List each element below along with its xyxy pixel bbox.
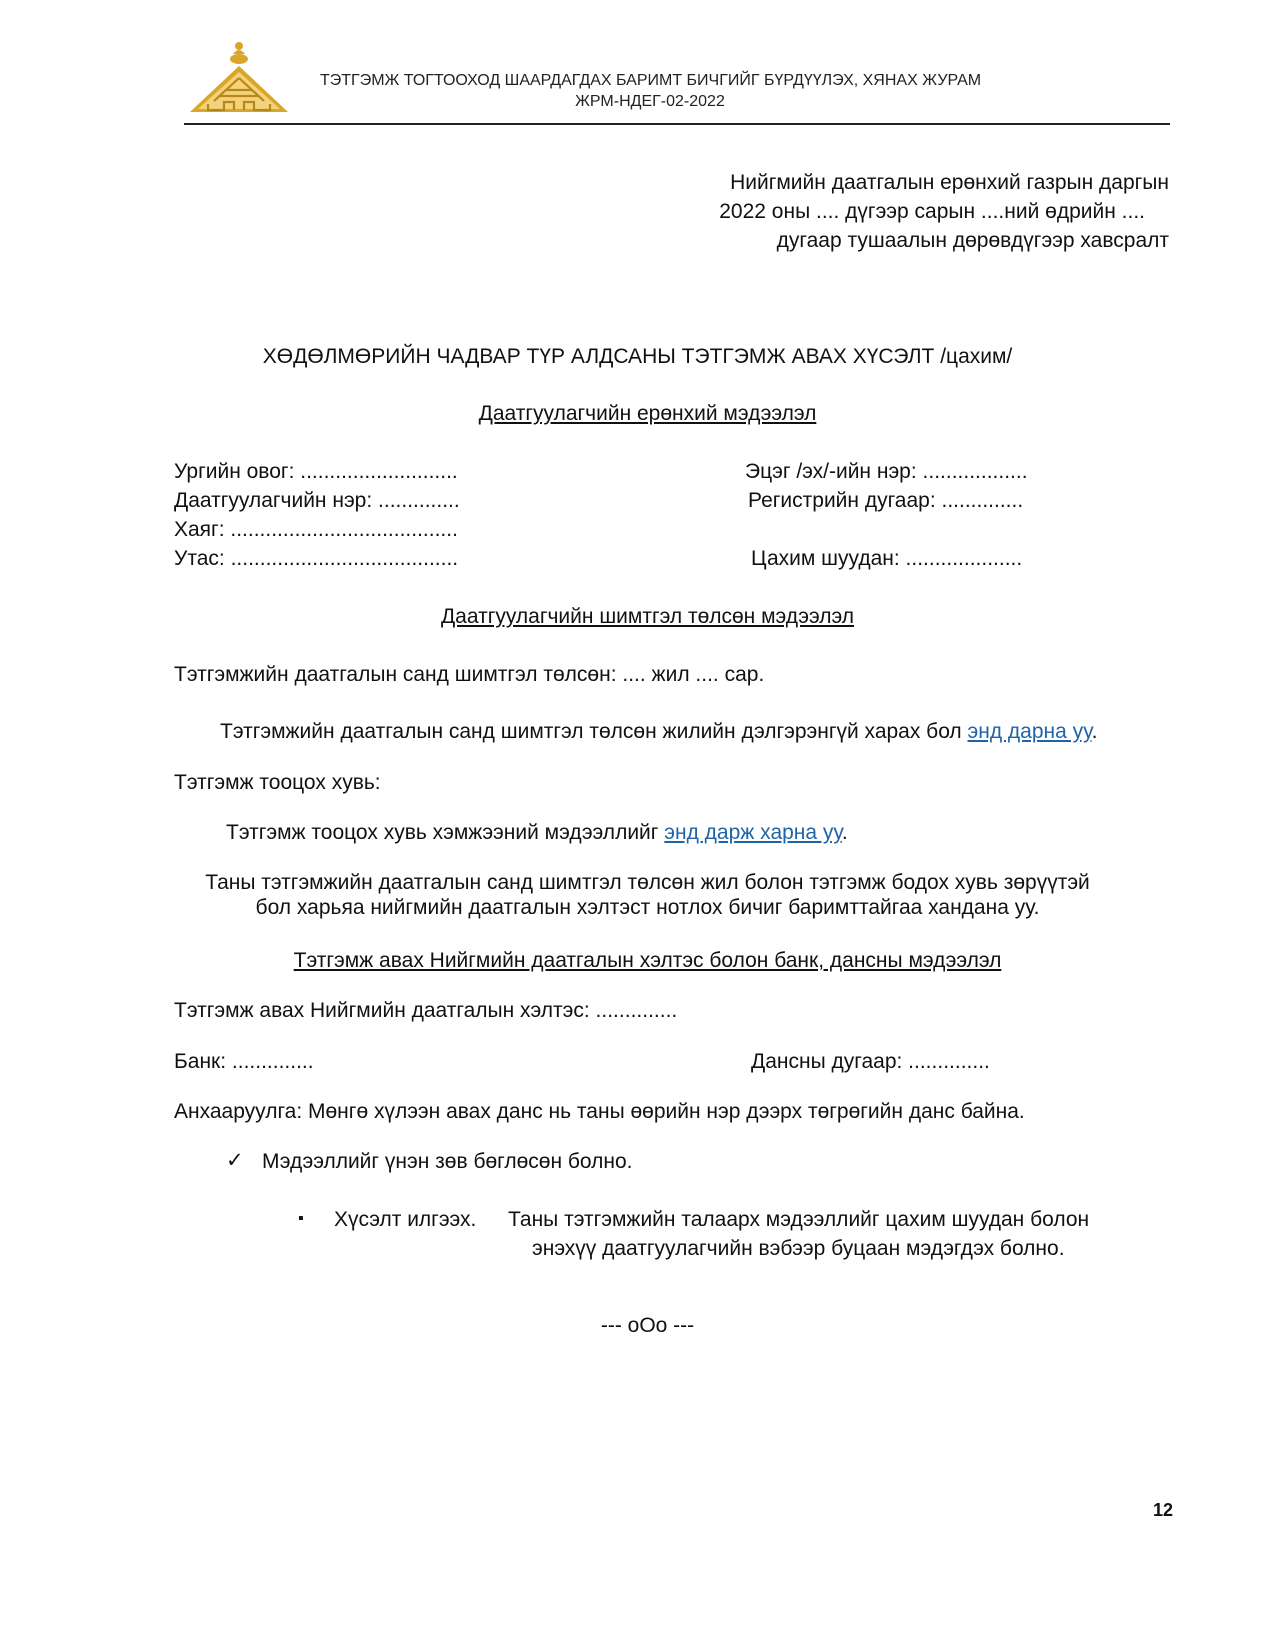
submit-info-line-1: Таны тэтгэмжийн талаарх мэдээллийг цахим шуудан болон [508,1208,1090,1231]
department-field: Тэтгэмж авах Нийгмийн даатгалын хэлтэс: .............. [174,999,678,1022]
bank-field: Банк: .............. [174,1050,314,1073]
annex-line-3: дугаар тушаалын дөрөвдүгээр хавсралт [776,229,1169,252]
email-field: Цахим шуудан: .................... [751,547,1023,570]
submit-request-button[interactable]: Хүсэлт илгээх. [334,1208,477,1231]
warning-text: Анхааруулга: Мөнгө хүлээн авах данс нь таны өөрийн нэр дээрх төгрөгийн данс байна. [174,1100,1025,1123]
contribution-paid-text: Тэтгэмжийн даатгалын санд шимтгэл төлсөн: .... жил .... сар. [174,663,765,686]
discrepancy-note-line-2: бол харьяа нийгмийн даатгалын хэлтэст нотлох бичиг баримттайгаа хандана уу. [255,896,1040,919]
benefit-percent-label: Тэтгэмж тооцох хувь: [174,771,381,794]
benefit-percent-line [226,818,848,847]
header-title: ТЭТГЭМЖ ТОГТООХОД ШААРДАГДАХ БАРИМТ БИЧГИЙГ БҮРДҮҮЛЭХ, ХЯНАХ ЖУРАМ [320,72,982,89]
patronymic-field: Эцэг /эх/-ийн нэр: .................. [745,460,1028,483]
header-code: ЖРМ-НДЕГ-02-2022 [575,93,725,110]
confirm-check-icon[interactable]: ✓ [226,1149,244,1172]
benefit-percent-end: . [841,821,848,844]
page-number: 12 [1152,1500,1173,1520]
phone-field: Утас: ....................................... [174,547,459,570]
form-title: ХӨДӨЛМӨРИЙН ЧАДВАР ТҮР АЛДСАНЫ ТЭТГЭМЖ АВАХ ХҮСЭЛТ /цахим/ [262,345,1013,368]
contribution-details-line [220,717,1097,746]
end-mark: --- оОо --- [600,1314,695,1337]
register-number-field: Регистрийн дугаар: .............. [748,489,1024,512]
header-divider [184,123,1170,125]
gold-soyombo-emblem-icon [184,38,294,116]
family-name-field: Ургийн овог: ........................... [174,460,458,483]
insured-name-field: Даатгуулагчийн нэр: .............. [174,489,460,512]
benefit-percent-text: Тэтгэмж тооцох хувь хэмжээний мэдээллийг [226,821,665,844]
section-heading-bank: Тэтгэмж авах Нийгмийн даатгалын хэлтэс болон банк, дансны мэдээлэл [293,949,1002,972]
contribution-details-text: Тэтгэмжийн даатгалын санд шимтгэл төлсөн жилийн дэлгэрэнгүй харах бол [220,720,968,743]
contribution-details-end: . [1091,720,1098,743]
contribution-details-link[interactable]: энд дарна уу [967,720,1092,743]
confirm-text: Мэдээллийг үнэн зөв бөглөсөн болно. [262,1150,633,1173]
submit-info-line-2: энэхүү даатгуулагчийн вэбээр буцаан мэдэгдэх болно. [532,1237,1065,1260]
section-heading-general: Даатгуулагчийн ерөнхий мэдээлэл [478,402,817,425]
address-field: Хаяг: ....................................... [174,518,458,541]
section-heading-contributions: Даатгуулагчийн шимтгэл төлсөн мэдээлэл [440,605,855,628]
discrepancy-note-line-1: Таны тэтгэмжийн даатгалын санд шимтгэл төлсөн жил болон тэтгэмж бодох хувь зөрүүтэй [205,871,1090,894]
bullet-icon: ▪ [298,1210,304,1227]
annex-line-1: Нийгмийн даатгалын ерөнхий газрын даргын [730,171,1169,194]
annex-line-2: 2022 оны .... дүгээр сарын ....ний өдрийн .... [719,200,1145,223]
account-number-field: Дансны дугаар: .............. [751,1050,990,1073]
benefit-percent-link[interactable]: энд дарж харна уу [664,821,842,844]
